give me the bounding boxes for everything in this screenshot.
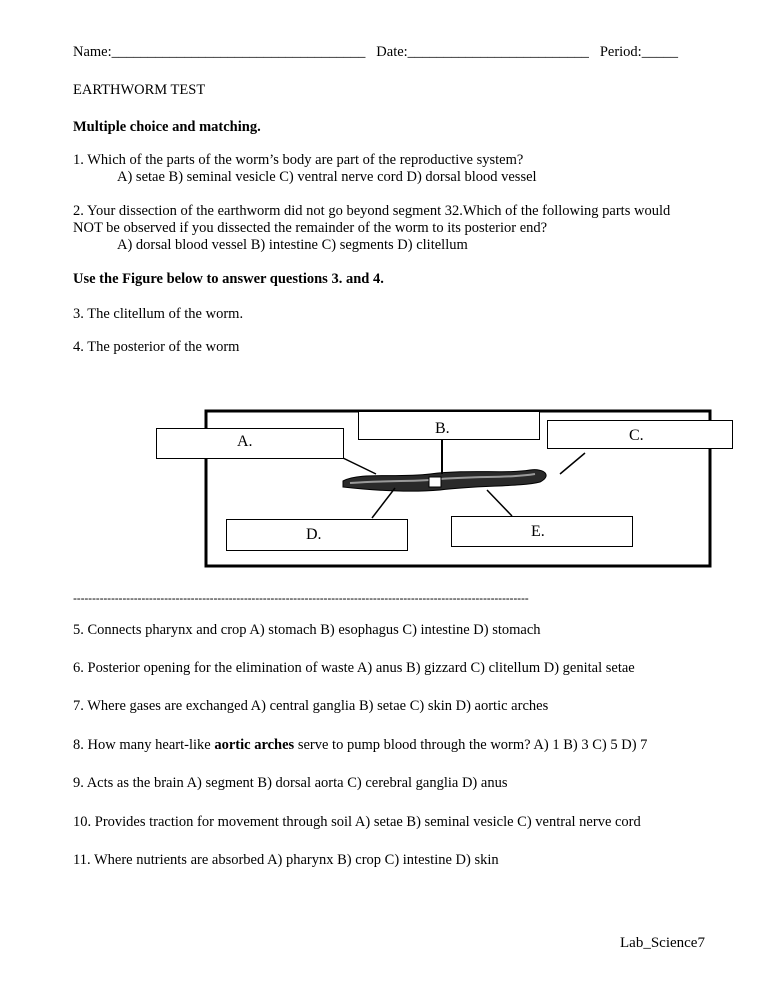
question-7: 7. Where gases are exchanged A) central ganglia B) setae C) skin D) aortic arches — [73, 698, 549, 714]
section-heading-multiple-choice: Multiple choice and matching. — [73, 119, 261, 135]
test-title: EARTHWORM TEST — [73, 82, 206, 98]
question-1: 1. Which of the parts of the worm’s body are part of the reproductive system? — [73, 152, 524, 168]
question-5: 5. Connects pharynx and crop A) stomach B) esophagus C) intestine D) stomach — [73, 622, 541, 638]
section-divider: ------------------------------------------------------------------------------------------------------------------------ — [73, 591, 529, 605]
footer-label: Lab_Science7 — [620, 935, 705, 951]
pointer-e — [487, 490, 512, 516]
question-8-prefix: 8. How many heart-like — [73, 737, 215, 753]
question-2-line-1: 2. Your dissection of the earthworm did not go beyond segment 32.Which of the following parts would — [73, 203, 671, 219]
question-6: 6. Posterior opening for the elimination of waste A) anus B) gizzard C) clitellum D) genital setae — [73, 660, 635, 676]
label-d: D. — [306, 526, 322, 543]
pointer-d — [372, 488, 395, 518]
date-field[interactable]: Date:_________________________ — [376, 44, 589, 60]
label-c: C. — [629, 427, 644, 444]
question-8-suffix: serve to pump blood through the worm? A) 1 B) 3 C) 5 D) 7 — [294, 737, 648, 753]
label-a: A. — [237, 433, 253, 450]
question-1-choices: A) setae B) seminal vesicle C) ventral nerve cord D) dorsal blood vessel — [117, 169, 537, 185]
question-8-bold-term: aortic arches — [214, 737, 295, 753]
question-8 — [73, 737, 647, 754]
question-4: 4. The posterior of the worm — [73, 339, 240, 355]
label-b: B. — [435, 420, 450, 437]
clitellum-marker — [429, 477, 441, 487]
pointer-a — [343, 458, 376, 474]
label-e: E. — [531, 523, 545, 540]
question-10: 10. Provides traction for movement through soil A) setae B) seminal vesicle C) ventral nerve cord — [73, 814, 641, 830]
question-2-choices: A) dorsal blood vessel B) intestine C) segments D) clitellum — [117, 237, 468, 253]
pointer-c — [560, 453, 585, 474]
period-field[interactable]: Period:_____ — [599, 44, 678, 60]
question-11: 11. Where nutrients are absorbed A) pharynx B) crop C) intestine D) skin — [73, 852, 499, 868]
question-3: 3. The clitellum of the worm. — [73, 306, 244, 322]
section-heading-figure: Use the Figure below to answer questions 3. and 4. — [73, 271, 384, 287]
name-field[interactable]: Name:___________________________________ — [73, 44, 366, 60]
question-9: 9. Acts as the brain A) segment B) dorsal aorta C) cerebral ganglia D) anus — [73, 775, 508, 791]
question-2-line-2: NOT be observed if you dissected the remainder of the worm to its posterior end? — [73, 220, 548, 236]
